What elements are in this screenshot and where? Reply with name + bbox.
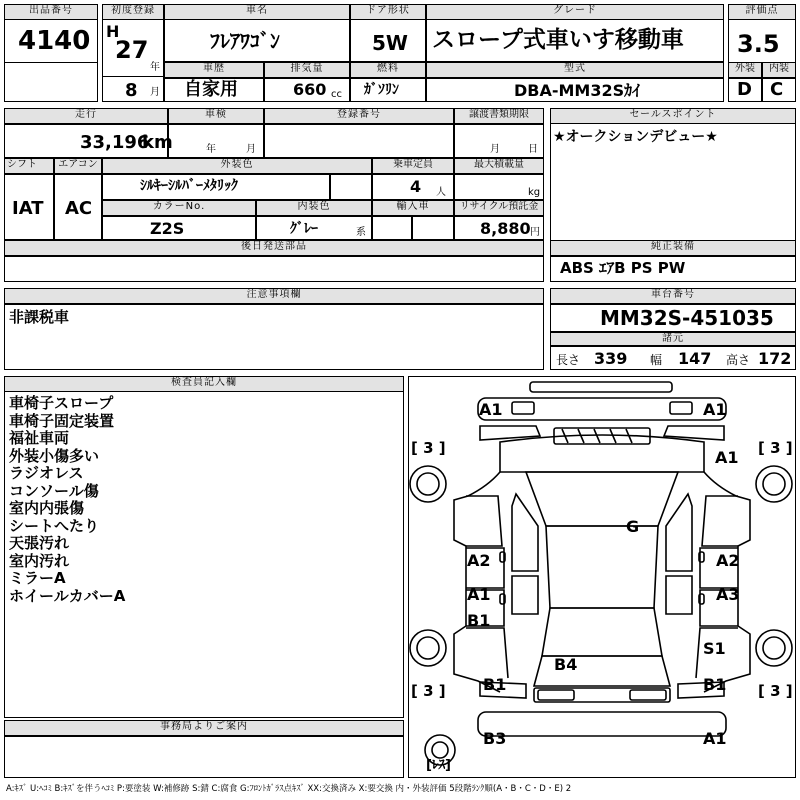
registration-header: 登録番号 bbox=[264, 108, 454, 124]
damage-door-right-rear: A3 bbox=[716, 585, 740, 604]
damage-rear-left: B1 bbox=[483, 675, 507, 694]
lot-number: 4140 bbox=[18, 26, 91, 56]
exterior-color-extra bbox=[330, 174, 372, 200]
damage-quarter-right: S1 bbox=[703, 639, 726, 658]
damage-back-door: B4 bbox=[554, 655, 578, 674]
specs-header: 諸元 bbox=[550, 332, 796, 346]
history-header: 車歴 bbox=[164, 62, 264, 78]
tire-rl-icon bbox=[410, 630, 446, 666]
genuine-value: ABS ｴｱB PS PW bbox=[560, 259, 686, 277]
capacity-value: 4 bbox=[410, 177, 422, 196]
score-value: 3.5 bbox=[737, 30, 780, 58]
width-value: 147 bbox=[678, 349, 712, 368]
capacity-unit: 人 bbox=[436, 187, 446, 198]
remark-item: シートへたり bbox=[9, 516, 100, 535]
shift-value: IAT bbox=[12, 198, 44, 219]
width-label: 幅 bbox=[650, 353, 663, 367]
damage-rear-right: B1 bbox=[703, 675, 727, 694]
legend-text: A:ｷｽﾞ U:ﾍｺﾐ B:ｷｽﾞを伴うﾍｺﾐ P:要塗装 W:補修跡 S:錆 C:腐食 G:ﾌﾛﾝﾄｶﾞﾗｽ点ｷｽﾞ XX:交換済み X:要交換 内・外装評価 5段階ﾗﾝｸ順(A・B・C・D・E) 2 bbox=[6, 784, 572, 794]
rear-bumper-icon bbox=[478, 712, 726, 736]
later-parts-cell bbox=[4, 256, 544, 282]
displacement-unit: cc bbox=[331, 89, 342, 100]
damage-front-right: A1 bbox=[703, 400, 727, 419]
fuel-value: ｶﾞｿﾘﾝ bbox=[364, 82, 399, 98]
tire-fl-icon bbox=[410, 466, 446, 502]
max-load-header: 最大積載量 bbox=[454, 158, 544, 174]
aircon-value: AC bbox=[65, 198, 93, 219]
length-label: 長さ bbox=[556, 353, 581, 367]
interior-color-value: ｸﾞﾚｰ bbox=[290, 221, 318, 237]
mileage-unit: km bbox=[142, 132, 173, 153]
later-parts-header: 後日発送部品 bbox=[4, 240, 544, 256]
car-name: ﾌﾚｱﾜｺﾞﾝ bbox=[210, 29, 280, 53]
damage-sill-left: B1 bbox=[467, 611, 491, 630]
model-header: 型式 bbox=[426, 62, 724, 78]
mileage-value: 33,196 bbox=[80, 132, 150, 153]
damage-door-left-front: A2 bbox=[467, 551, 491, 570]
model-value: DBA-MM32Sｶｲ bbox=[514, 81, 641, 100]
damage-fender-right: A1 bbox=[715, 448, 739, 467]
interior-header: 内装 bbox=[762, 62, 796, 78]
damage-hood: G bbox=[626, 517, 640, 536]
score-header: 評価点 bbox=[728, 4, 796, 20]
damage-door-right-front: A2 bbox=[716, 551, 740, 570]
import-cell-a bbox=[372, 216, 412, 240]
month-unit: 月 bbox=[150, 87, 160, 98]
remark-item: 室内汚れ bbox=[9, 551, 70, 570]
sales-point-text: ★オークションデビュー★ bbox=[553, 129, 718, 145]
notes-cell bbox=[4, 304, 544, 370]
inspection-month-unit: 月 bbox=[246, 144, 256, 155]
tire-fr-tread: [ 3 ] bbox=[758, 439, 793, 457]
damage-front-left: A1 bbox=[479, 400, 503, 419]
length-value: 339 bbox=[594, 349, 628, 368]
recycle-header: リサイクル預託金 bbox=[454, 200, 544, 216]
first-reg-header: 初度登録 bbox=[102, 4, 164, 20]
remark-item: 室内内張傷 bbox=[9, 499, 85, 517]
color-no-header: カラーNo. bbox=[102, 200, 256, 216]
recycle-value: 8,880 bbox=[480, 219, 531, 238]
inspection-year-unit: 年 bbox=[206, 144, 216, 155]
chassis-header: 車台番号 bbox=[550, 288, 796, 304]
damage-bumper-left: B3 bbox=[483, 729, 507, 748]
notes-header: 注意事項欄 bbox=[4, 288, 544, 304]
transfer-header: 譲渡書類期限 bbox=[454, 108, 544, 124]
import-cell-b bbox=[412, 216, 454, 240]
lot-header: 出品番号 bbox=[4, 4, 98, 20]
car-name-header: 車名 bbox=[164, 4, 350, 20]
remark-item: 天張汚れ bbox=[9, 534, 70, 552]
office-header: 事務局よりご案内 bbox=[4, 720, 404, 736]
windshield-icon bbox=[526, 472, 678, 526]
interior-grade: C bbox=[770, 79, 784, 100]
history-value: 自家用 bbox=[184, 79, 238, 100]
capacity-header: 乗車定員 bbox=[372, 158, 454, 174]
tire-fr-icon bbox=[756, 466, 792, 502]
exterior-color-header: 外装色 bbox=[102, 158, 372, 174]
roof-icon bbox=[546, 526, 658, 608]
shift-header: シフト bbox=[4, 158, 54, 174]
first-reg-year: 27 bbox=[115, 36, 149, 64]
color-no-value: Z2S bbox=[150, 219, 185, 238]
recycle-unit: 円 bbox=[530, 227, 540, 238]
import-header: 輸入車 bbox=[372, 200, 454, 216]
car-diagram bbox=[408, 376, 796, 778]
exterior-header: 外装 bbox=[728, 62, 762, 78]
inspection-header: 車検 bbox=[168, 108, 264, 124]
era: H bbox=[106, 22, 120, 41]
doc-day-unit: 日 bbox=[528, 144, 538, 155]
mileage-header: 走行 bbox=[4, 108, 168, 124]
remark-item: 車椅子スロープ bbox=[9, 394, 114, 412]
inspector-header: 検査員記入欄 bbox=[4, 376, 404, 392]
remark-item: 車椅子固定装置 bbox=[9, 411, 115, 430]
damage-door-left-rear: A1 bbox=[467, 585, 491, 604]
remark-item: ホイールカバーA bbox=[9, 586, 126, 605]
remark-item: ラジオレス bbox=[9, 464, 84, 482]
chassis-value: MM32S-451035 bbox=[600, 306, 774, 330]
genuine-header: 純正装備 bbox=[550, 240, 796, 256]
aircon-header: エアコン bbox=[54, 158, 102, 174]
grade-value: スロープ式車いす移動車 bbox=[432, 27, 684, 53]
notes-value: 非課税車 bbox=[9, 308, 70, 326]
tire-rr-icon bbox=[756, 630, 792, 666]
sales-point-header: セールスポイント bbox=[550, 108, 796, 124]
rear-window-icon bbox=[542, 608, 662, 656]
interior-color-suffix: 系 bbox=[356, 227, 366, 238]
year-unit: 年 bbox=[150, 62, 160, 73]
door-type: 5W bbox=[372, 31, 408, 55]
doc-month-unit: 月 bbox=[490, 144, 500, 155]
registration-cell bbox=[264, 124, 454, 158]
lot-lower bbox=[4, 62, 98, 102]
exterior-color-value: ｼﾙｷｰｼﾙﾊﾞｰﾒﾀﾘｯｸ bbox=[140, 178, 238, 194]
remark-item: ミラーA bbox=[9, 569, 66, 587]
damage-bumper-right: A1 bbox=[703, 729, 727, 748]
remark-item: 外装小傷多い bbox=[9, 446, 100, 465]
exterior-grade: D bbox=[737, 79, 752, 100]
height-label: 高さ bbox=[726, 353, 751, 367]
tire-fl-tread: [ 3 ] bbox=[411, 439, 446, 457]
grade-header: グレード bbox=[426, 4, 724, 20]
height-value: 172 bbox=[758, 349, 792, 368]
displacement-value: 660 bbox=[293, 80, 327, 99]
tire-rl-tread: [ 3 ] bbox=[411, 682, 446, 700]
remark-item: 福祉車両 bbox=[9, 429, 70, 447]
door-header: ドア形状 bbox=[350, 4, 426, 20]
spare-tire-status: [ﾚｽ] bbox=[426, 758, 451, 773]
max-load-unit: kg bbox=[528, 187, 541, 198]
fuel-header: 燃料 bbox=[350, 62, 426, 78]
first-reg-month: 8 bbox=[125, 80, 138, 101]
remark-item: コンソール傷 bbox=[9, 481, 99, 500]
displacement-header: 排気量 bbox=[264, 62, 350, 78]
interior-color-header: 内装色 bbox=[256, 200, 372, 216]
tire-rr-tread: [ 3 ] bbox=[758, 682, 793, 700]
office-cell bbox=[4, 736, 404, 778]
